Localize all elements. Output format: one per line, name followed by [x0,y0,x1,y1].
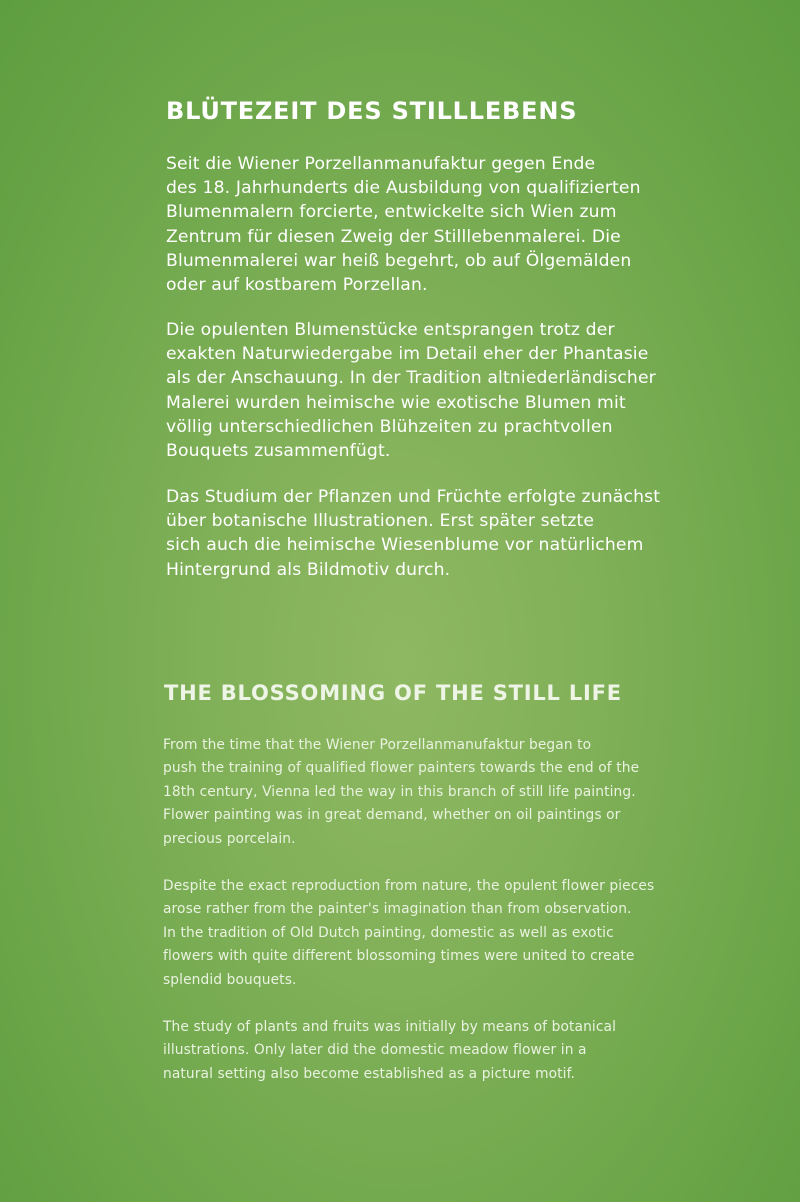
text-line: Hintergrund als Bildmotiv durch. [166,559,451,580]
text-line: über botanische Illustrationen. Erst später setzte [166,511,595,532]
german-heading: BLÜTEZEIT DES STILLLEBENS [166,97,578,125]
text-line: oder auf kostbarem Porzellan. [166,275,428,296]
text-line: arose rather from the painter's imagination than from observation. [163,901,632,918]
text-line: Blumenmalern forcierte, entwickelte sich Wien zum [166,202,617,223]
text-line: Zentrum für diesen Zweig der Stilllebenmalerei. Die [166,226,621,247]
text-line: Malerei wurden heimische wie exotische Blumen mit [166,392,626,413]
text-line: als der Anschauung. In der Tradition altniederländischer [166,368,656,389]
text-line: From the time that the Wiener Porzellanmanufaktur began to [163,737,592,753]
text-line: natural setting also become established as a picture motif. [163,1065,576,1082]
text-line: sich auch die heimische Wiesenblume vor natürlichem [166,535,644,556]
text-line: The study of plants and fruits was initially by means of botanical [163,1019,617,1035]
text-line: des 18. Jahrhunderts die Ausbildung von qualifizierten [166,178,641,199]
text-line: Blumenmalerei war heiß begehrt, ob auf Ölgemälden [166,250,632,271]
text-line: völlig unterschiedlichen Blühzeiten zu prachtvollen [166,416,613,437]
text-line: Bouquets zusammenfügt. [166,441,391,462]
german-paragraph-2 [166,318,656,463]
english-paragraph-1 [163,734,639,851]
text-line: illustrations. Only later did the domestic meadow flower in a [163,1042,587,1059]
text-line: Seit die Wiener Porzellanmanufaktur gegen Ende [166,154,596,174]
german-paragraph-1 [166,152,641,297]
text-line: flowers with quite different blossoming times were united to create [163,948,635,965]
text-line: push the training of qualified flower painters towards the end of the [163,760,640,777]
text-line: Flower painting was in great demand, whether on oil paintings or [163,807,621,824]
english-paragraph-3 [163,1016,616,1086]
text-line: Das Studium der Pflanzen und Früchte erfolgte zunächst [166,487,661,507]
german-paragraph-3 [166,485,660,582]
text-line: Despite the exact reproduction from nature, the opulent flower pieces [163,878,655,894]
english-heading: THE BLOSSOMING OF THE STILL LIFE [164,681,622,705]
english-paragraph-2 [163,875,654,992]
text-line: precious porcelain. [163,830,296,847]
text-line: Die opulenten Blumenstücke entsprangen trotz der [166,320,615,340]
text-line: In the tradition of Old Dutch painting, domestic as well as exotic [163,924,614,941]
text-line: 18th century, Vienna led the way in this branch of still life painting. [163,783,636,800]
text-line: exakten Naturwiedergabe im Detail eher der Phantasie [166,344,649,365]
text-line: splendid bouquets. [163,971,297,988]
